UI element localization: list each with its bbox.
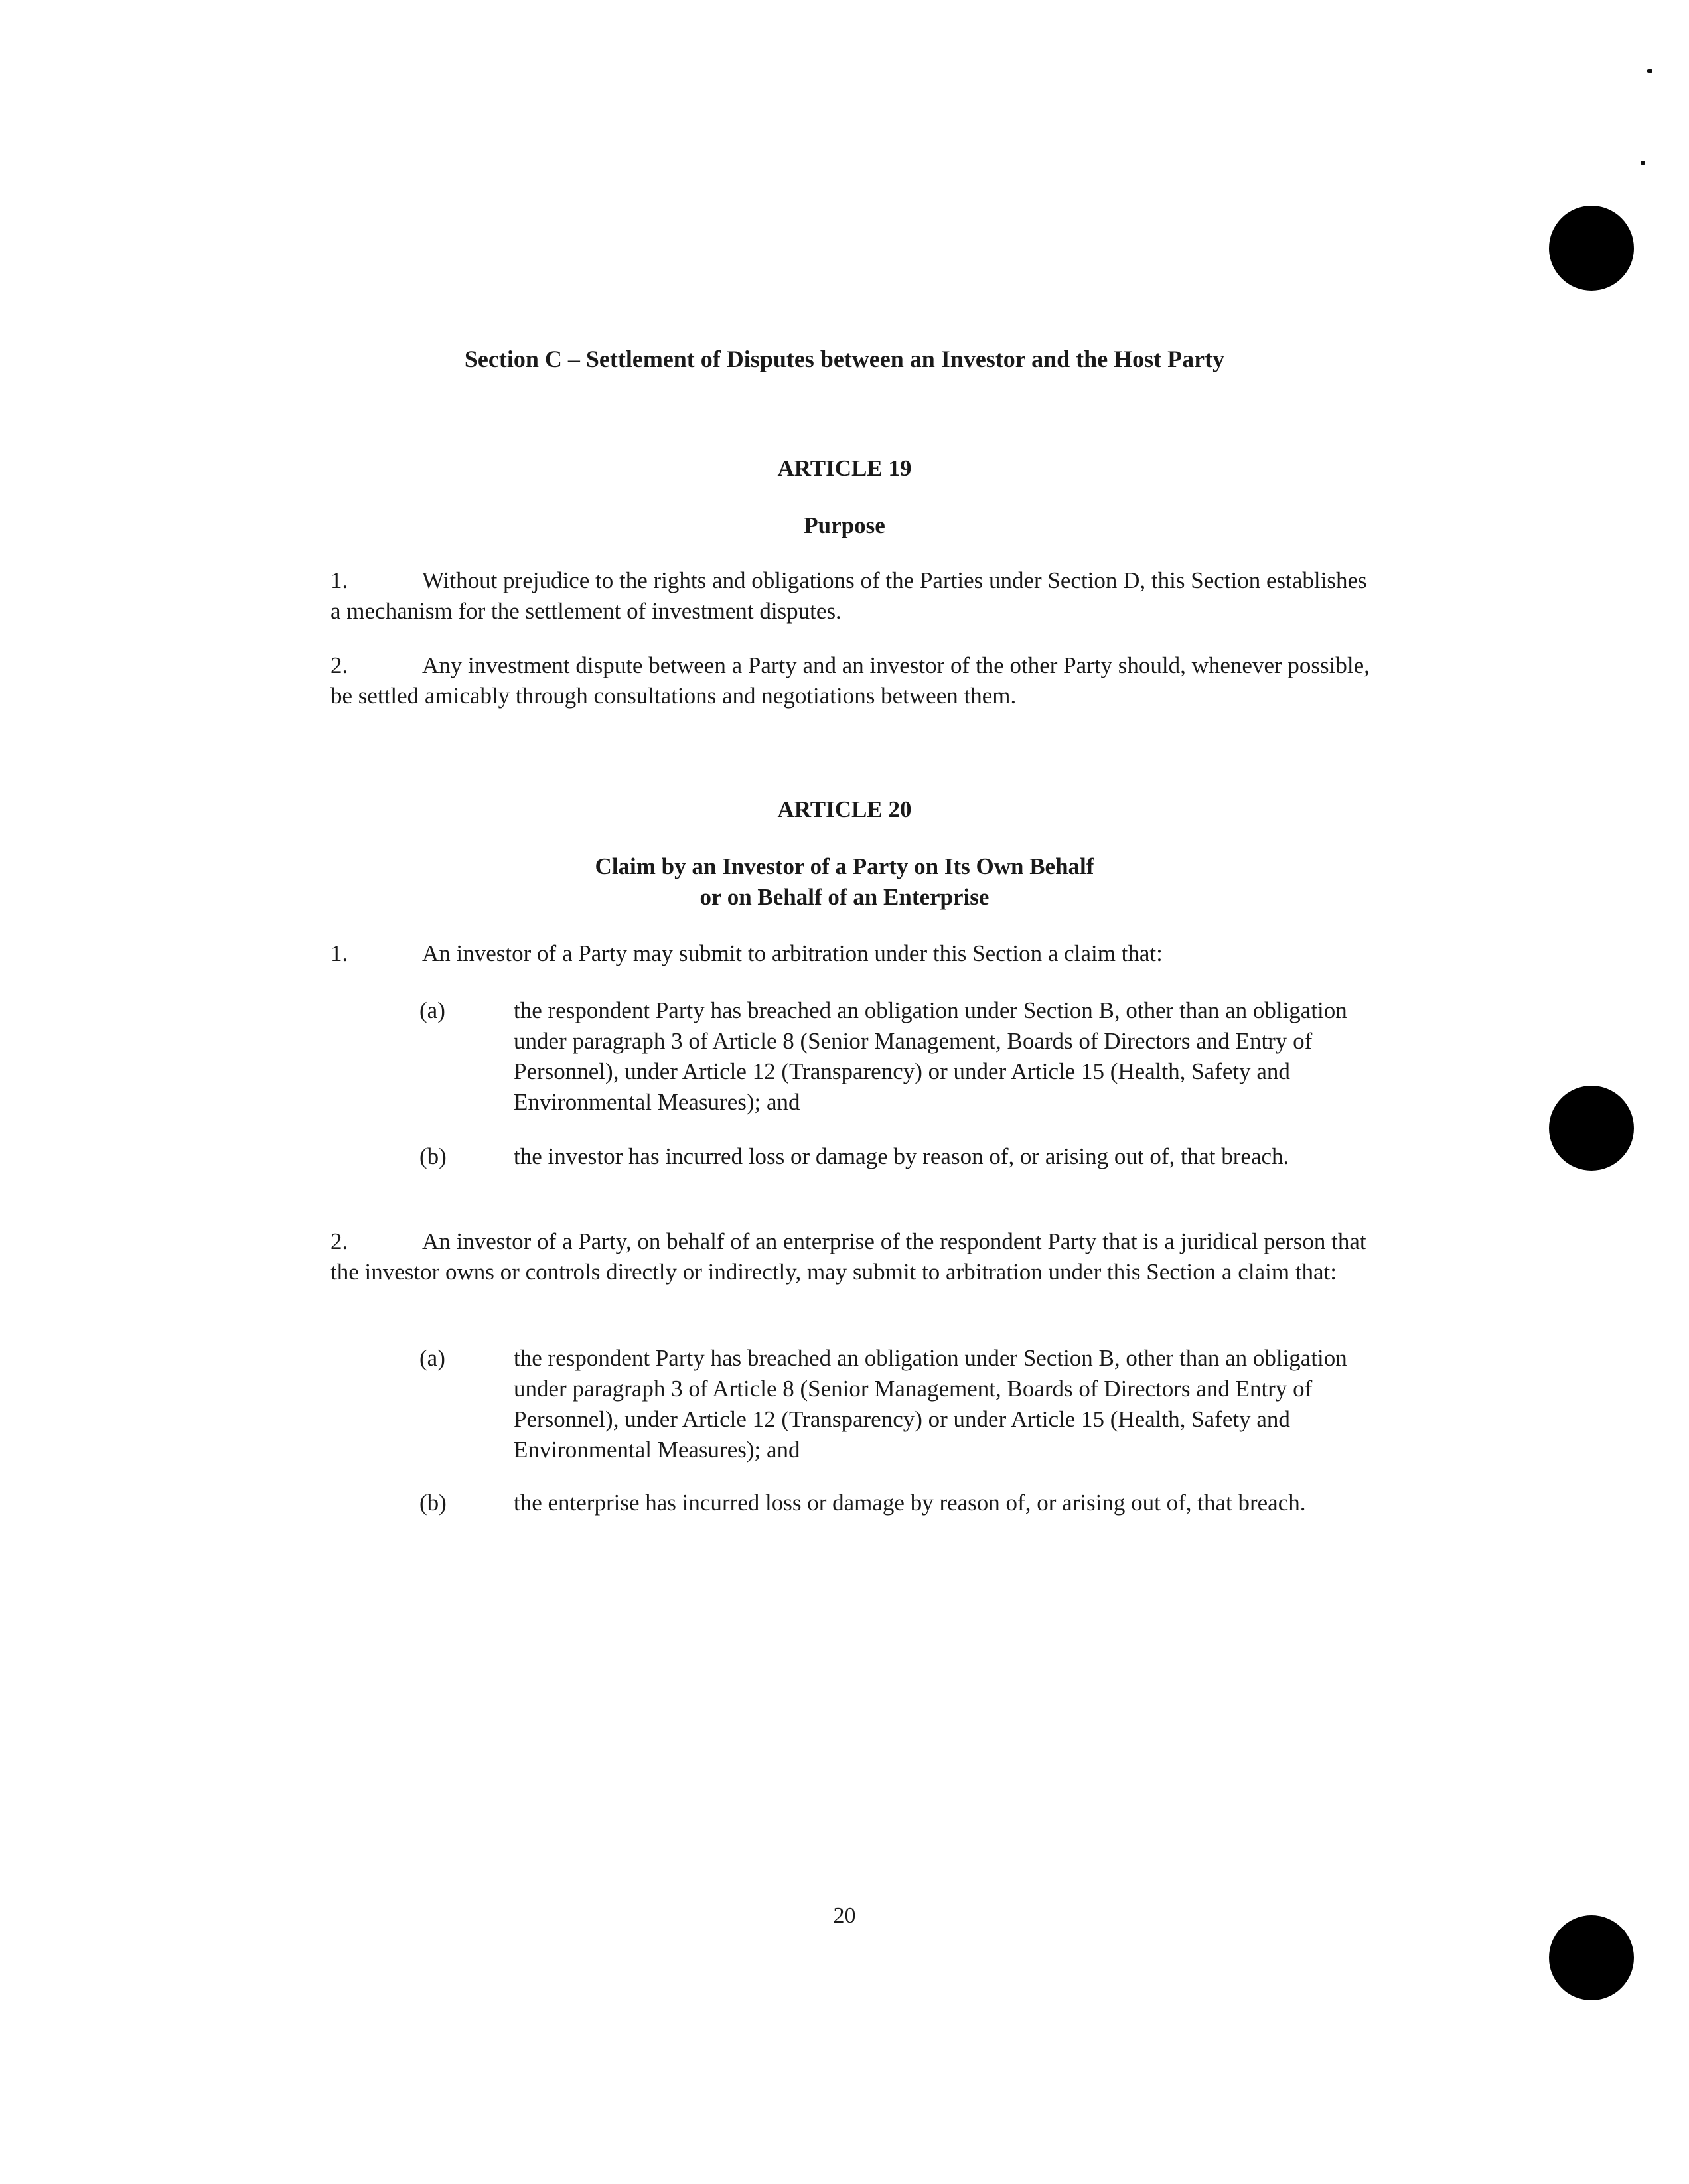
article-20-paragraph-2-item-a xyxy=(419,1343,1349,1465)
item-label: (a) xyxy=(419,997,445,1023)
item-text: the enterprise has incurred loss or damage by reason of, or arising out of, that breach. xyxy=(514,1490,1306,1516)
page-number: 20 xyxy=(833,1903,856,1928)
item-label: (b) xyxy=(419,1490,447,1516)
paragraph-number: 1. xyxy=(330,940,348,966)
paragraph-number: 2. xyxy=(330,652,348,678)
scan-speck xyxy=(1647,69,1652,73)
article-20-subheading-line-2: or on Behalf of an Enterprise xyxy=(699,884,990,910)
item-text: the respondent Party has breached an obligation under Section B, other than an obligation under paragraph 3 of Article 8 (Senior Management, Boards of Directors and Entry of Personnel), under Article 12 (Transparency) or under Article 15 (Health, Safety and Environmental Measures); and xyxy=(514,997,1347,1115)
punch-hole-middle xyxy=(1549,1086,1634,1171)
article-20-paragraph-2 xyxy=(330,1226,1379,1287)
article-20-paragraph-2-item-b xyxy=(419,1488,1349,1518)
paragraph-text: Any investment dispute between a Party and an investor of the other Party should, whenever possible, be settled amicably through consultations and negotiations between them. xyxy=(330,652,1370,709)
scan-speck xyxy=(1641,161,1645,165)
item-text: the investor has incurred loss or damage by reason of, or arising out of, that breach. xyxy=(514,1143,1289,1169)
paragraph-text: Without prejudice to the rights and obligations of the Parties under Section D, this Section establishes a mechanism for the settlement of investment disputes. xyxy=(330,567,1367,624)
paragraph-text: An investor of a Party may submit to arbitration under this Section a claim that: xyxy=(422,940,1163,966)
item-text: the respondent Party has breached an obligation under Section B, other than an obligation under paragraph 3 of Article 8 (Senior Management, Boards of Directors and Entry of Personnel), under Article 12 (Transparency) or under Article 15 (Health, Safety and Environmental Measures); and xyxy=(514,1345,1347,1463)
paragraph-text: An investor of a Party, on behalf of an enterprise of the respondent Party that is a juridical person that the investor owns or controls directly or indirectly, may submit to arbitration under this Section a claim that: xyxy=(330,1228,1366,1285)
article-19-subheading: Purpose xyxy=(804,512,885,538)
article-19-heading: ARTICLE 19 xyxy=(777,455,912,481)
article-20-paragraph-1 xyxy=(330,938,1379,969)
article-20-paragraph-1-item-a xyxy=(419,995,1349,1118)
article-20-paragraph-1-item-b xyxy=(419,1141,1349,1172)
item-label: (a) xyxy=(419,1345,445,1371)
section-title: Section C – Settlement of Disputes between an Investor and the Host Party xyxy=(464,346,1225,372)
item-label: (b) xyxy=(419,1143,447,1169)
paragraph-number: 2. xyxy=(330,1228,348,1254)
article-20-subheading-line-1: Claim by an Investor of a Party on Its Own Behalf xyxy=(595,853,1094,879)
punch-hole-top xyxy=(1549,206,1634,291)
paragraph-number: 1. xyxy=(330,567,348,593)
article-19-paragraph-2 xyxy=(330,650,1379,711)
article-19-paragraph-1 xyxy=(330,565,1379,626)
article-20-heading: ARTICLE 20 xyxy=(777,796,912,822)
